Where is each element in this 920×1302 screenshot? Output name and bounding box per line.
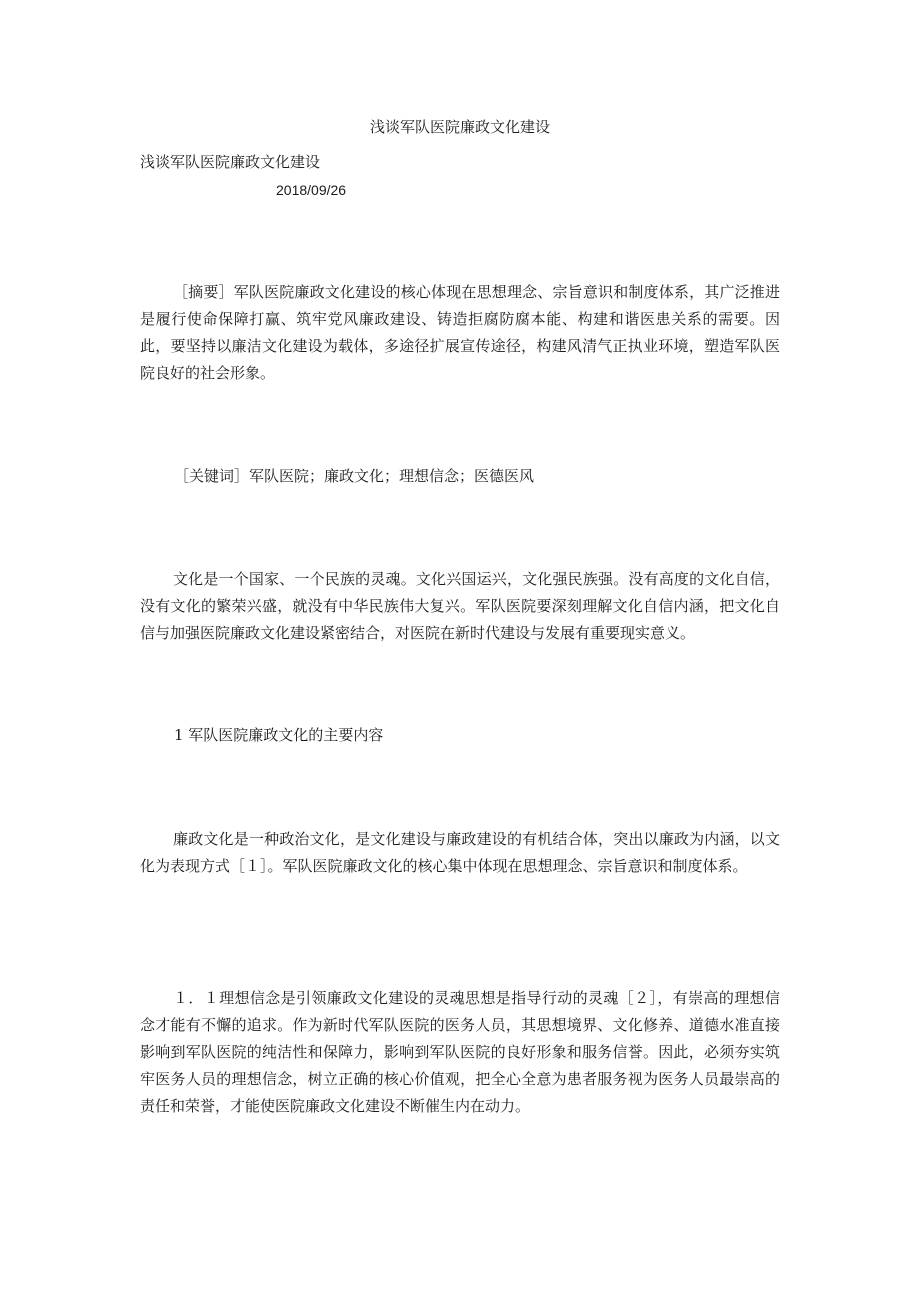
document-title: 浅谈军队医院廉政文化建设 [369, 118, 550, 136]
abstract-paragraph: ［摘要］军队医院廉政文化建设的核心体现在思想理念、宗旨意识和制度体系，其广泛推进是履行使命保障打赢、筑牢党风廉政建设、铸造拒腐防腐本能、构建和谐医患关系的需要。因此，要坚持以廉洁文化建设为载体，多途径扩展宣传途径，构建风清气正执业环境，塑造军队医院良好的社会形象。 [140, 283, 780, 382]
section-heading-1: 1 军队医院廉政文化的主要内容 [174, 726, 384, 744]
keywords-line: ［关键词］军队医院；廉政文化；理想信念；医德医风 [174, 467, 535, 485]
publish-date: 2018/09/26 [276, 182, 347, 198]
document-subtitle: 浅谈军队医院廉政文化建设 [140, 153, 321, 171]
section-1-1-paragraph: １．１理想信念是引领廉政文化建设的灵魂思想是指导行动的灵魂［２］，有崇高的理想信念才能有不懈的追求。作为新时代军队医院的医务人员，其思想境界、文化修养、道德水准直接影响到军队医院的纯洁性和保障力，影响到军队医院的良好形象和服务信誉。因此，必须夯实筑牢医务人员的理想信念，树立正确的核心价值观，把全心全意为患者服务视为医务人员最崇高的责任和荣誉，才能使医院廉政文化建设不断催生内在动力。 [140, 989, 780, 1115]
intro-paragraph: 文化是一个国家、一个民族的灵魂。文化兴国运兴，文化强民族强。没有高度的文化自信，没有文化的繁荣兴盛，就没有中华民族伟大复兴。军队医院要深刻理解文化自信内涵，把文化自信与加强医院廉政文化建设紧密结合，对医院在新时代建设与发展有重要现实意义。 [140, 570, 780, 642]
section-1-paragraph: 廉政文化是一种政治文化，是文化建设与廉政建设的有机结合体，突出以廉政为内涵，以文化为表现方式［１］。军队医院廉政文化的核心集中体现在思想理念、宗旨意识和制度体系。 [140, 830, 780, 875]
